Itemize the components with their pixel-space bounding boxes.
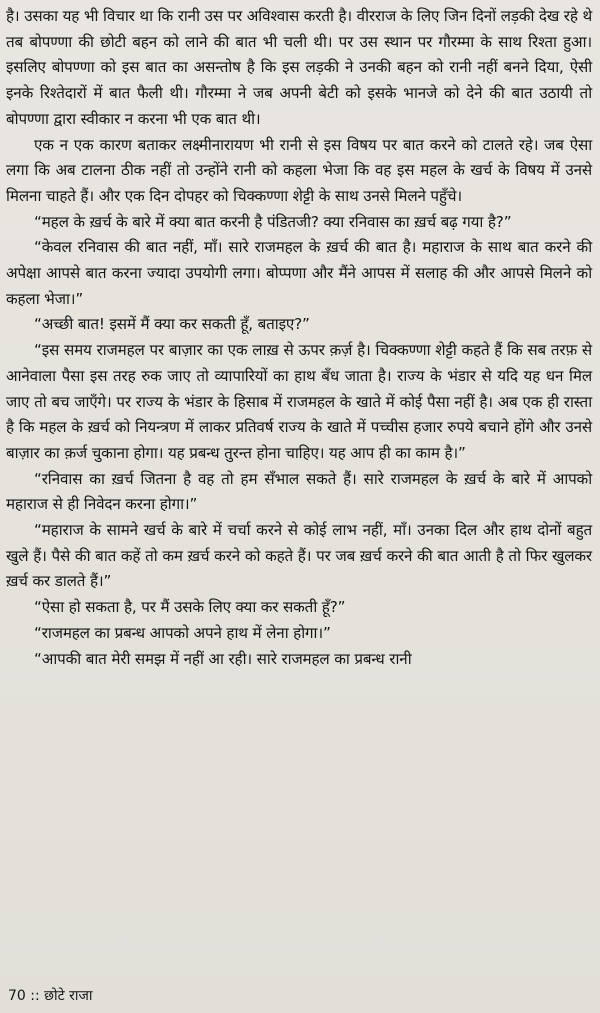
dialogue-3: “अच्छी बात! इसमें मैं क्या कर सकती हूँ, बताइए?” [34,315,310,334]
page-footer [8,986,92,1006]
dialogue-7: “ऐसा हो सकता है, पर मैं उसके लिए क्या कर सकती हूँ?” [34,598,346,617]
body-text [6,0,592,672]
page-number: 70 [8,988,26,1004]
dialogue-6: “महाराज के सामने खर्च के बारे में चर्चा करने से कोई लाभ नहीं, माँ। उनका दिल और हाथ दोनों बहुत खुले हैं। पैसे की बात कहें तो कम ख़र्च करने को कहते हैं। पर जब ख़र्च करने की बात आती है तो फिर खुलकर ख़र्च कर डालते हैं।” [6,521,592,591]
dialogue-9: “आपकी बात मेरी समझ में नहीं आ रही। सारे राजमहल का प्रबन्ध रानी [34,649,412,668]
footer-separator: :: [30,988,40,1004]
dialogue-5: “रनिवास का ख़र्च जितना है वह तो हम सँभाल सकते हैं। सारे राजमहल के ख़र्च के बारे में आपको महाराज से ही निवेदन करना होगा।” [6,469,592,514]
dialogue-1: “महल के ख़र्च के बारे में क्या बात करनी है पंडितजी? क्या रनिवास का ख़र्च बढ़ गया है?” [34,212,512,231]
book-title: छोटे राजा [44,988,93,1004]
dialogue-4: “इस समय राजमहल पर बाज़ार का एक लाख़ से ऊपर क़र्ज़ है। चिक्कण्णा शेट्टी कहते हैं कि सब तरफ़ से आनेवाला पैसा इस तरह रुक जाए तो व्यापारियों का हाथ बँध जाता है। राज्य के भंडार से यदि यह धन मिल जाए तो बच जाएँगे। पर राज्य के भंडार के हिसाब में राजमहल के खाते में कोई पैसा नहीं है। अब एक ही रास्ता है कि महल के ख़र्च को नियन्त्रण में लाकर प्रतिवर्ष राज्य के खाते में पच्चीस हजार रुपये बचाने होंगे और उनसे बाज़ार का क़र्ज चुकाना होगा। यह प्रबन्ध तुरन्त होना चाहिए। यह आप ही का काम है।” [6,341,592,462]
dialogue-8: “राजमहल का प्रबन्ध आपको अपने हाथ में लेना होगा।” [34,623,331,642]
paragraph-2: एक न एक कारण बताकर लक्ष्मीनारायण भी रानी से इस विषय पर बात करने को टालते रहे। जब ऐसा लगा कि अब टालना ठीक नहीं तो उन्होंने रानी को कहला भेजा कि वह इस महल के खर्च के विषय में उनसे मिलना चाहते हैं। और एक दिन दोपहर को चिक्कण्णा शेट्टी के साथ उनसे मिलने पहुँचे। [6,135,592,205]
paragraph-1: है। उसका यह भी विचार था कि रानी उस पर अविश्वास करती है। वीरराज के लिए जिन दिनों लड़की देख रहे थे तब बोपण्णा की छोटी बहन को लाने की बात भी चली थी। पर उस स्थान पर गौरम्मा के साथ रिश्ता हुआ। इसलिए बोपण्णा को इस बात का असन्तोष है कि इस लड़की ने उनकी बहन को रानी नहीं बनने दिया, ऐसी इनके रिश्तेदारों में बात फैली थी। गौरम्मा ने जब अपनी बेटी को इसके भानजे को देने की बात उठायी तो बोपण्णा द्वारा स्वीकार न करना भी एक बात थी। [6,7,593,128]
dialogue-2: “केवल रनिवास की बात नहीं, माँ। सारे राजमहल के ख़र्च की बात है। महाराज के साथ बात करने की अपेक्षा आपसे बात करना ज्यादा उपयोगी लगा। बोप्पणा और मैंने आपस में सलाह की और आपसे मिलने को कहला भेजा।” [6,238,592,308]
